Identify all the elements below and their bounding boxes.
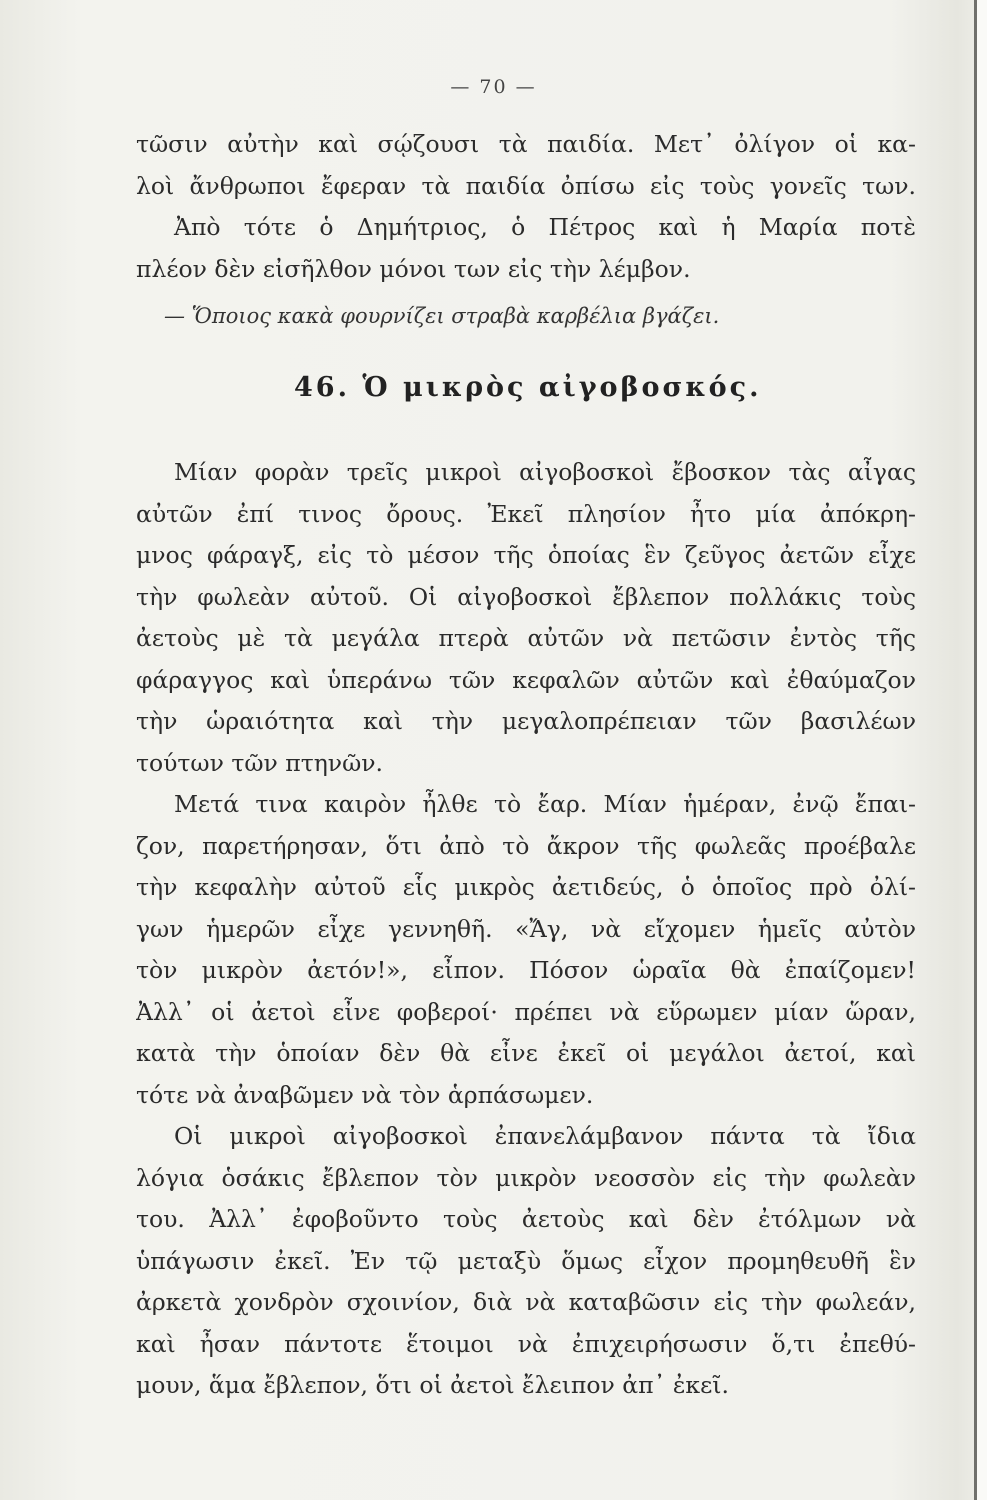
page-edge-margin xyxy=(977,0,987,1500)
text-line: ἀρκετὰ χονδρὸν σχοινίον, διὰ νὰ καταβῶσιν εἰς τὴν φωλεάν, xyxy=(136,1288,916,1316)
text-line: Ἀπὸ τότε ὁ Δημήτριος, ὁ Πέτρος καὶ ἡ Μαρία ποτὲ xyxy=(174,213,916,241)
text-line: φάραγγος καὶ ὑπεράνω τῶν κεφαλῶν αὐτῶν καὶ ἐθαύμαζον xyxy=(136,665,916,694)
text-line: τότε νὰ ἀναβῶμεν νὰ τὸν ἁρπάσωμεν. xyxy=(136,1080,594,1109)
text-line: λοὶ ἄνθρωποι ἔφεραν τὰ παιδία ὀπίσω εἰς τοὺς γονεῖς των. xyxy=(136,171,916,200)
text-line: ζον, παρετήρησαν, ὅτι ἀπὸ τὸ ἄκρον τῆς φωλεᾶς προέβαλε xyxy=(136,831,916,860)
text-line: τὴν φωλεὰν αὐτοῦ. Οἱ αἰγοβοσκοὶ ἔβλεπον πολλάκις τοὺς xyxy=(136,582,916,611)
text-line: Ἀλλ᾽ οἱ ἀετοὶ εἶνε φοβεροί· πρέπει νὰ εὕρωμεν μίαν ὥραν, xyxy=(136,997,916,1026)
text-line: λόγια ὁσάκις ἔβλεπον τὸν μικρὸν νεοσσὸν εἰς τὴν φωλεὰν xyxy=(136,1163,916,1192)
text-line: τὴν ὡραιότητα καὶ τὴν μεγαλοπρέπειαν τῶν βασιλέων xyxy=(136,707,916,735)
text-line: Μετά τινα καιρὸν ἦλθε τὸ ἔαρ. Μίαν ἡμέραν, ἐνῷ ἔπαι- xyxy=(174,790,916,818)
text-line: αὐτῶν ἐπί τινος ὄρους. Ἐκεῖ πλησίον ἦτο μία ἀπόκρη- xyxy=(136,499,916,528)
text-line: κατὰ τὴν ὁποίαν δὲν θὰ εἶνε ἐκεῖ οἱ μεγάλοι ἀετοί, καὶ xyxy=(136,1039,916,1067)
text-line: πλέον δὲν εἰσῆλθον μόνοι των εἰς τὴν λέμβον. xyxy=(136,254,691,283)
text-line: μουν, ἅμα ἔβλεπον, ὅτι οἱ ἀετοὶ ἔλειπον ἀπ᾽ ἐκεῖ. xyxy=(136,1371,729,1399)
text-line: Μίαν φορὰν τρεῖς μικροὶ αἰγοβοσκοὶ ἔβοσκον τὰς αἶγας xyxy=(174,458,916,486)
text-line: τὸν μικρὸν ἀετόν!», εἶπον. Πόσον ὡραῖα θὰ ἐπαίζομεν! xyxy=(136,956,916,984)
text-line: του. Ἀλλ᾽ ἐφοβοῦντο τοὺς ἀετοὺς καὶ δὲν ἐτόλμων νὰ xyxy=(136,1205,916,1233)
text-line: ὑπάγωσιν ἐκεῖ. Ἐν τῷ μεταξὺ ὅμως εἶχον προμηθευθῆ ἓν xyxy=(136,1246,916,1275)
paragraph-3 xyxy=(136,1116,916,1407)
text-line: Οἱ μικροὶ αἰγοβοσκοὶ ἐπανελάμβανον πάντα τὰ ἴδια xyxy=(174,1122,916,1150)
page-number: — 70 — xyxy=(450,76,537,98)
section-heading: 46. Ὁ μικρὸς αἰγοβοσκός. xyxy=(294,372,762,403)
proverb: — Ὅποιος κακὰ φουρνίζει στραβὰ καρβέλια βγάζει. xyxy=(164,304,720,328)
text-line: τούτων τῶν πτηνῶν. xyxy=(136,748,384,777)
text-line: καὶ ἦσαν πάντοτε ἕτοιμοι νὰ ἐπιχειρήσωσιν ὅ,τι ἐπεθύ- xyxy=(136,1329,916,1358)
text-line: ἀετοὺς μὲ τὰ μεγάλα πτερὰ αὐτῶν νὰ πετῶσιν ἐντὸς τῆς xyxy=(136,624,916,652)
text-line: μνος φάραγξ, εἰς τὸ μέσον τῆς ὁποίας ἓν ζεῦγος ἀετῶν εἶχε xyxy=(136,541,916,569)
text-line: γων ἡμερῶν εἶχε γεννηθῆ. «Ἄγ, νὰ εἴχομεν ἡμεῖς αὐτὸν xyxy=(136,914,916,943)
text-line: τῶσιν αὐτὴν καὶ σῴζουσι τὰ παιδία. Μετ᾽ ὀλίγον οἱ κα- xyxy=(136,130,916,158)
paragraph-2 xyxy=(136,784,916,1116)
continued-text xyxy=(136,124,916,290)
text-line: τὴν κεφαλὴν αὐτοῦ εἷς μικρὸς ἀετιδεύς, ὁ ὁποῖος πρὸ ὀλί- xyxy=(136,873,916,901)
paragraph-1 xyxy=(136,452,916,784)
